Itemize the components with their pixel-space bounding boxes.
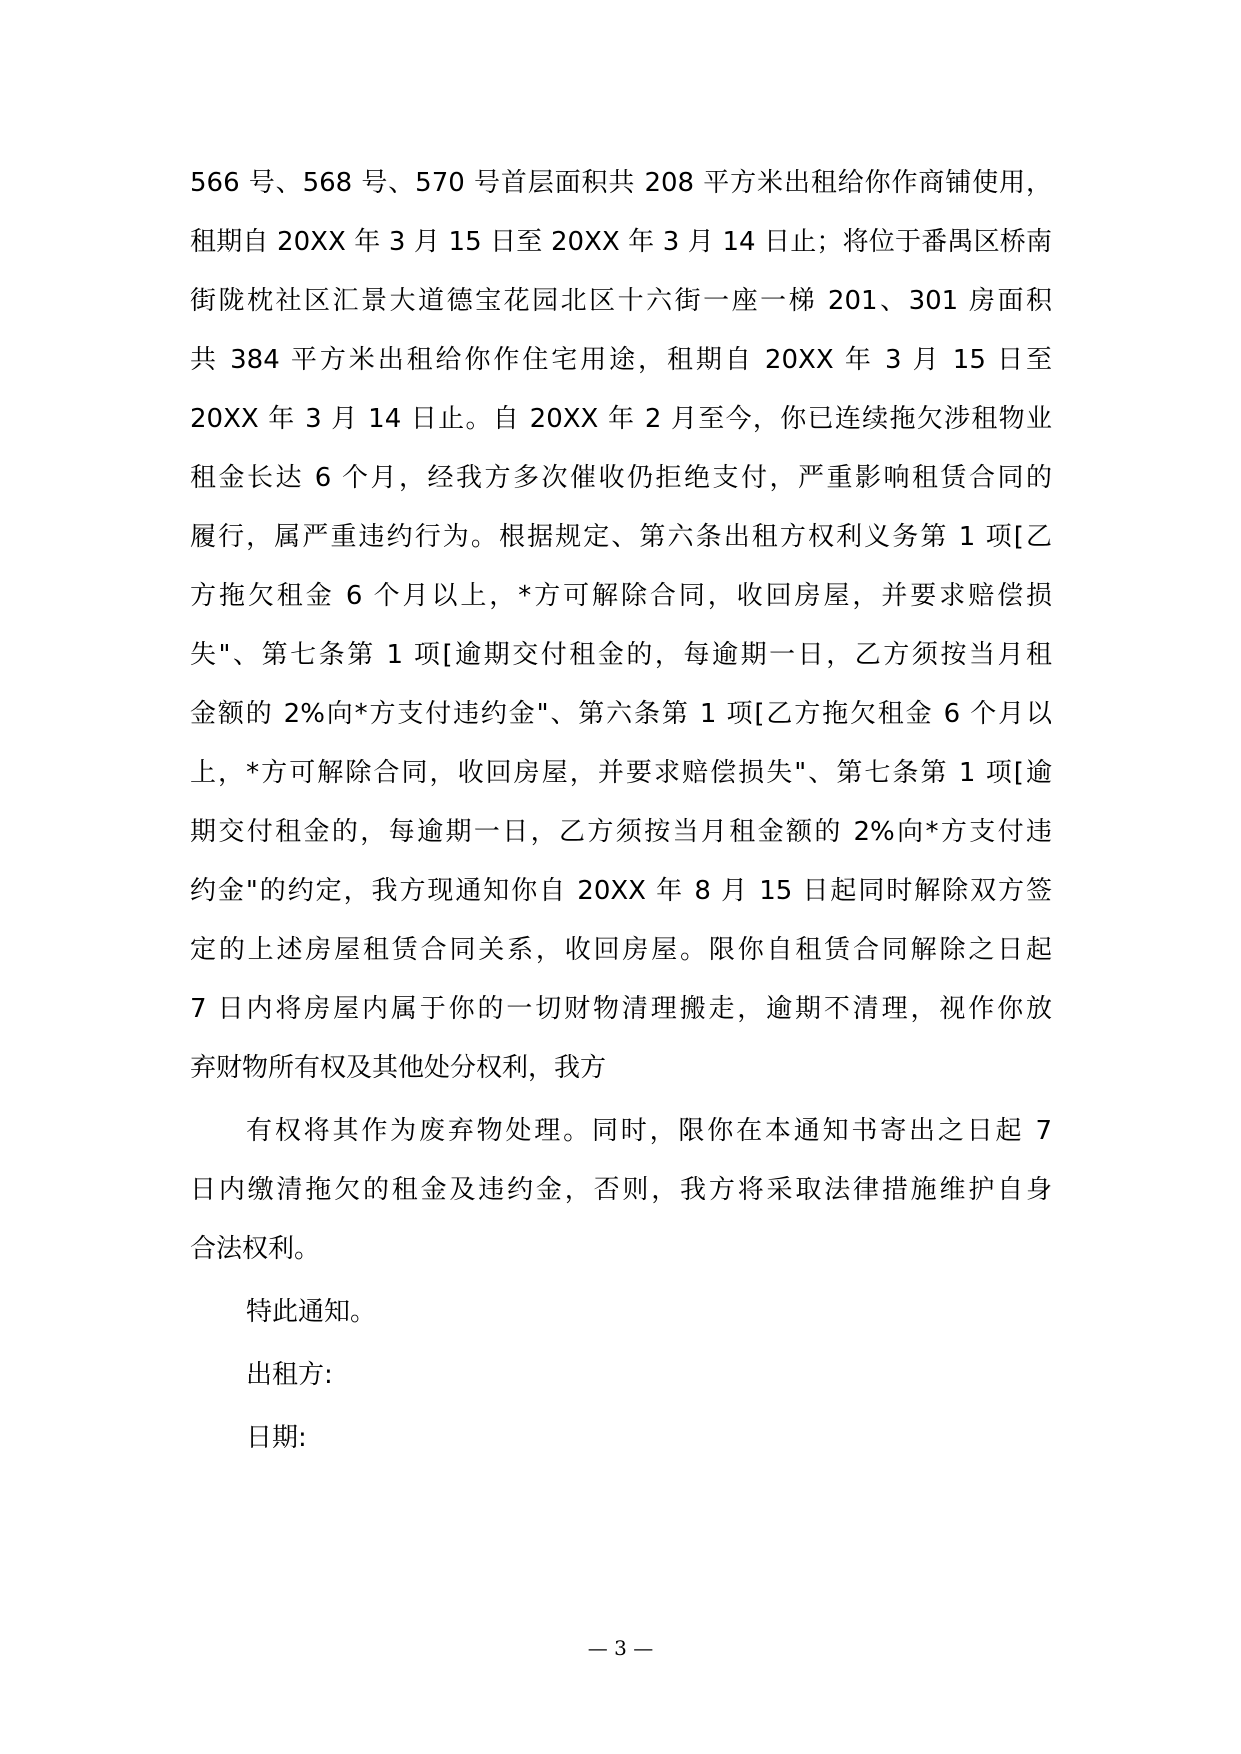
lessor-signature-label: 出租方: xyxy=(246,1360,333,1390)
body-text-line: 上，*方可解除合同，收回房屋，并要求赔偿损失"、第七条第 1 项[逾 xyxy=(190,758,1052,788)
body-text-line: 7 日内将房屋内属于你的一切财物清理搬走，逾期不清理，视作你放 xyxy=(190,994,1052,1024)
body-text-line: 合法权利。 xyxy=(190,1234,321,1264)
body-text-line: 日内缴清拖欠的租金及违约金，否则，我方将采取法律措施维护自身 xyxy=(190,1175,1052,1205)
body-text-line: 定的上述房屋租赁合同关系，收回房屋。限你自租赁合同解除之日起 xyxy=(190,935,1052,965)
body-text-line: 弃财物所有权及其他处分权利，我方 xyxy=(190,1053,607,1083)
date-label: 日期: xyxy=(246,1423,307,1453)
page-number: — 3 — xyxy=(587,1636,654,1660)
body-text-line: 有权将其作为废弃物处理。同时，限你在本通知书寄出之日起 7 xyxy=(246,1116,1052,1146)
body-text-line: 失"、第七条第 1 项[逾期交付租金的，每逾期一日，乙方须按当月租 xyxy=(190,640,1052,670)
body-text-line: 20XX 年 3 月 14 日止。自 20XX 年 2 月至今，你已连续拖欠涉租物业 xyxy=(190,404,1052,434)
closing-notice: 特此通知。 xyxy=(246,1297,377,1327)
body-text-line: 期交付租金的，每逾期一日，乙方须按当月租金额的 2%向*方支付违 xyxy=(190,817,1052,847)
body-text-line: 租期自 20XX 年 3 月 15 日至 20XX 年 3 月 14 日止；将位于番禺区桥南 xyxy=(190,227,1052,257)
body-text-line: 共 384 平方米出租给你作住宅用途，租期自 20XX 年 3 月 15 日至 xyxy=(190,345,1052,375)
body-text-line: 方拖欠租金 6 个月以上，*方可解除合同，收回房屋，并要求赔偿损 xyxy=(190,581,1052,611)
body-text-line: 履行，属严重违约行为。根据规定、第六条出租方权利义务第 1 项[乙 xyxy=(190,522,1052,552)
body-text-line: 租金长达 6 个月，经我方多次催收仍拒绝支付，严重影响租赁合同的 xyxy=(190,463,1052,493)
body-text-line: 566 号、568 号、570 号首层面积共 208 平方米出租给你作商铺使用， xyxy=(190,168,1052,198)
body-text-line: 街陇枕社区汇景大道德宝花园北区十六街一座一梯 201、301 房面积 xyxy=(190,286,1052,316)
body-text-line: 约金"的约定，我方现通知你自 20XX 年 8 月 15 日起同时解除双方签 xyxy=(190,876,1052,906)
body-text-line: 金额的 2%向*方支付违约金"、第六条第 1 项[乙方拖欠租金 6 个月以 xyxy=(190,699,1052,729)
